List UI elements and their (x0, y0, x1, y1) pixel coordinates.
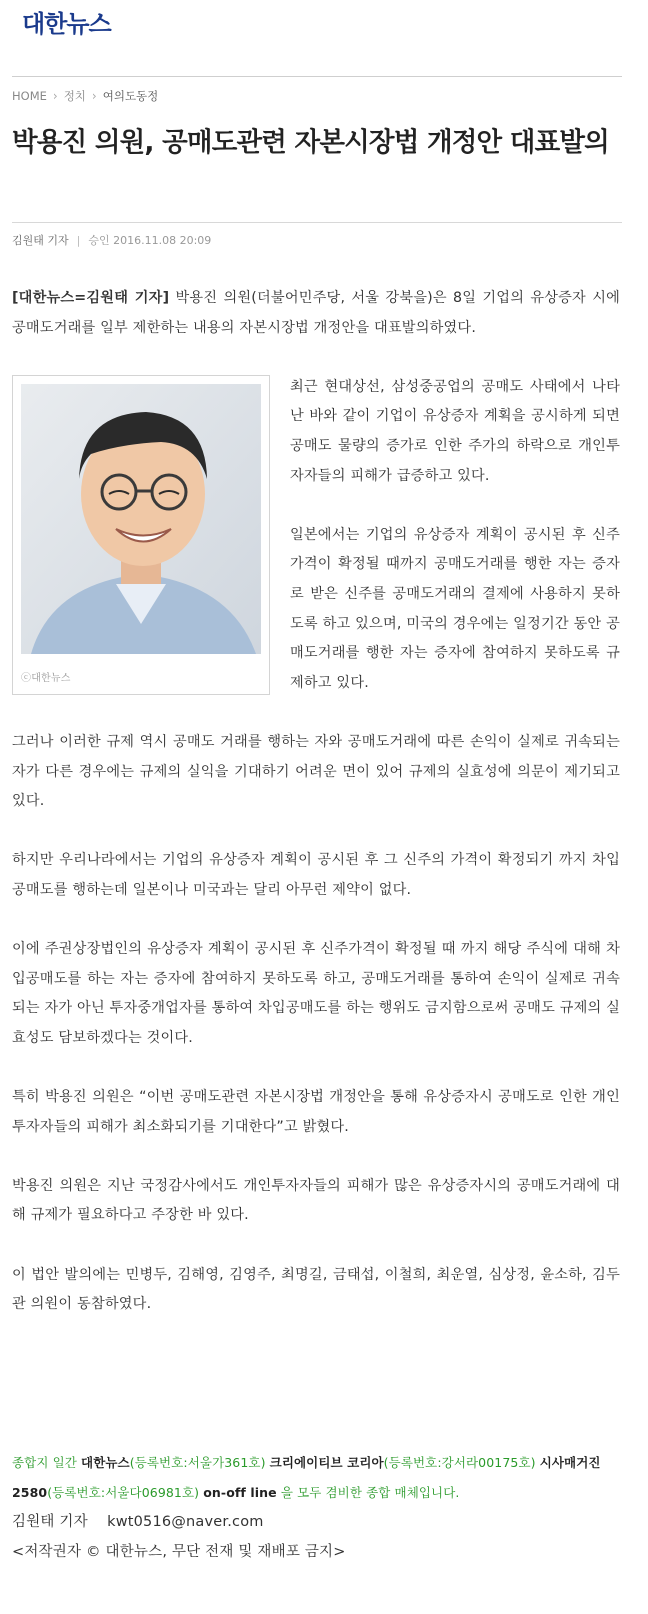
publisher-name: 대한뉴스 (81, 1455, 130, 1470)
byline-separator: | (76, 233, 81, 247)
breadcrumb-home[interactable]: HOME (12, 89, 47, 103)
photo-figure (12, 375, 270, 695)
headline-divider (12, 222, 622, 223)
byline (12, 232, 211, 248)
body-paragraph: 최근 현대상선, 삼성중공업의 공매도 사태에서 나타난 바와 같이 기업이 유상증자 계획을 공시하게 되면 공매도 물량의 증가로 인한 주가의 하락으로 개인투자자들의 피해가 급증하고 있다. (290, 378, 620, 484)
body-paragraph: 박용진 의원은 지난 국정감사에서도 개인투자자들의 피해가 많은 유상증자시의 공매도거래에 대해 규제가 필요하다고 주장한 바 있다. (12, 1177, 620, 1224)
publisher-registration: (등록번호:강서라00175호) (383, 1455, 540, 1470)
chevron-right-icon: › (91, 89, 97, 103)
masthead (22, 4, 111, 44)
photo-caption: ⓒ대한뉴스 (21, 672, 71, 684)
chevron-right-icon: › (52, 89, 58, 103)
publisher-info-text: 을 모두 겸비한 종합 매체입니다. (276, 1485, 460, 1500)
publisher-info-text: 종합지 일간 (12, 1455, 82, 1470)
publish-date: 승인 2016.11.08 20:09 (88, 234, 212, 247)
body-paragraph: 특히 박용진 의원은 “이번 공매도관련 자본시장법 개정안을 통해 유상증자시 공매도로 인한 개인투자자들의 피해가 최소화되기를 기대한다”고 밝혔다. (12, 1089, 620, 1135)
politician-photo[interactable] (21, 384, 261, 654)
article-headline: 박용진 의원, 공매도관련 자본시장법 개정안 대표발의 (12, 127, 609, 158)
publisher-name: 시사매거진 2580 (12, 1455, 601, 1500)
publisher-name: 크리에이티브 코리아 (269, 1455, 384, 1470)
reporter-name: 김원태 기자 (12, 234, 69, 247)
body-paragraph: 그러나 이러한 규제 역시 공매도 거래를 행하는 자와 공매도거래에 따른 손익이 실제로 귀속되는 자가 다른 경우에는 규제의 실익을 기대하기 어려운 면이 있어 규제의 실효성에 의문이 제기되고 있다. (12, 733, 620, 810)
publisher-registration: (등록번호:서울다06981호) (47, 1485, 204, 1500)
publisher-info (12, 1448, 624, 1508)
breadcrumb-section[interactable]: 정치 (63, 89, 86, 103)
lead-paragraph (12, 284, 620, 343)
publisher-registration: (등록번호:서울가361호) (129, 1455, 270, 1470)
copyright-notice: <저작권자 © 대한뉴스, 무단 전재 및 재배포 금지> (12, 1544, 346, 1560)
body-paragraph: 일본에서는 기업의 유상증자 계획이 공시된 후 신주가격이 확정될 때까지 공매도거래를 행한 자는 증자로 받은 신주를 공매도거래의 결제에 사용하지 못하도록 하고 있으며, 미국의 경우에는 일정기간 동안 공매도거래를 행한 자는 증자에 참여하지 못하도록 규제하고 있다. (290, 526, 620, 691)
body-paragraph: 이에 주권상장법인의 유상증자 계획이 공시된 후 신주가격이 확정될 때 까지 해당 주식에 대해 차입공매도를 하는 자는 증자에 참여하지 못하도록 하고, 공매도거래를 통하여 손익이 실제로 귀속되는 자가 아닌 투자중개업자를 통하여 차입공매도를 하는 행위도 금지함으로써 공매도 규제의 실효성도 담보하겠다는 것이다. (12, 941, 621, 1046)
lead-tag: [대한뉴스=김원태 기자] (12, 290, 170, 306)
lead-text: 박용진 의원(더불어민주당, 서울 강북을)은 8일 기업의 유상증자 시에 공매도거래를 일부 제한하는 내용의 자본시장법 개정안을 대표발의하였다. (12, 290, 621, 336)
body-paragraph: 하지만 우리나라에서는 기업의 유상증자 계획이 공시된 후 그 신주의 가격이 확정되기 까지 차입공매도를 행하는데 일본이나 미국과는 달리 아무런 제약이 없다. (12, 852, 620, 898)
breadcrumb (12, 88, 158, 104)
reporter-email-link[interactable]: kwt0516@naver.com (107, 1514, 264, 1530)
reporter-contact (12, 1510, 264, 1531)
portrait-image (21, 384, 261, 654)
breadcrumb-subsection[interactable]: 여의도동정 (102, 89, 159, 103)
publisher-name: on-off line (203, 1485, 277, 1500)
article-body (12, 284, 620, 1349)
site-logo[interactable]: 대한뉴스 (22, 10, 111, 38)
header-divider (12, 76, 622, 77)
body-paragraph: 이 법안 발의에는 민병두, 김해영, 김영주, 최명길, 금태섭, 이철희, 최운열, 심상정, 윤소하, 김두관 의원이 동참하였다. (12, 1266, 620, 1313)
reporter-contact-name: 김원태 기자 (12, 1514, 88, 1530)
